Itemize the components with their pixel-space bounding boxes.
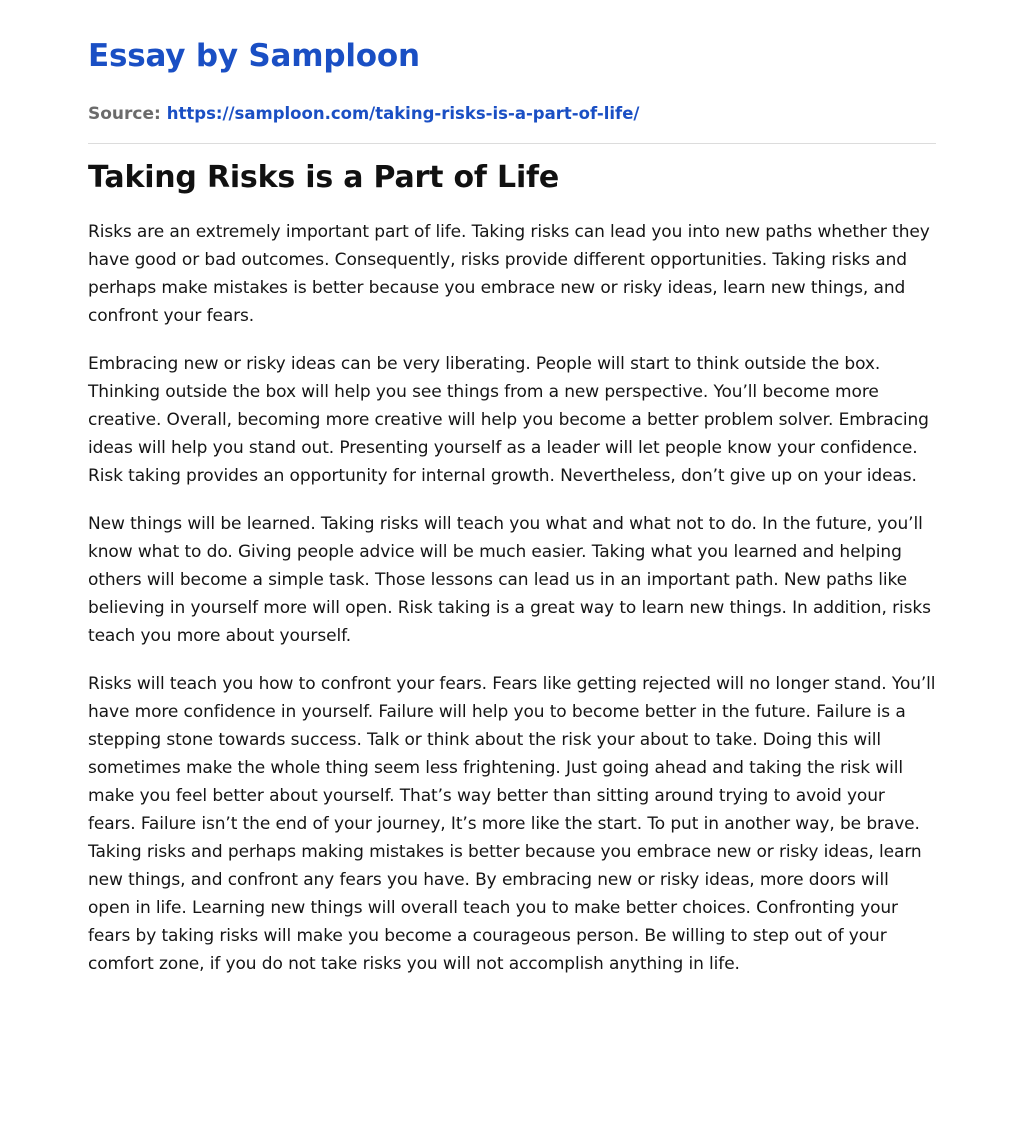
source-link[interactable]: https://samploon.com/taking-risks-is-a-part-of-life/ [166,104,640,123]
source-line [88,101,936,127]
essay-body [88,218,936,978]
header-divider [88,143,936,144]
paragraph: Risks are an extremely important part of life. Taking risks can lead you into new paths whether they have good or bad outcomes. Consequently, risks provide different opportunities. Taking risks and perhaps make mistakes is better because you embrace new or risky ideas, learn new things, and confront your fears. [88,222,930,326]
brand-title: Essay by Samploon [88,38,420,74]
source-label: Source: [88,104,161,124]
essay-page [88,0,936,978]
essay-title: Taking Risks is a Part of Life [88,160,560,195]
paragraph: Risks will teach you how to confront your fears. Fears like getting rejected will no longer stand. You’ll have more confidence in yourself. Failure will help you to become better in the future. Failure is a stepping stone towards success. Talk or think about the risk your about to take. Doing this will sometimes make the whole thing seem less frightening. Just going ahead and taking the risk will make you feel better about yourself. That’s way better than sitting around trying to avoid your fears. Failure isn’t the end of your journey, It’s more like the start. To put in another way, be brave. Taking risks and perhaps making mistakes is better because you embrace new or risky ideas, learn new things, and confront any fears you have. By embracing new or risky ideas, more doors will open in life. Learning new things will overall teach you to make better choices. Confronting your fears by taking risks will make you become a courageous person. Be willing to step out of your comfort zone, if you do not take risks you will not accomplish anything in life. [88,674,936,974]
paragraph: New things will be learned. Taking risks will teach you what and what not to do. In the future, you’ll know what to do. Giving people advice will be much easier. Taking what you learned and helping others will become a simple task. Those lessons can lead us in an important path. New paths like believing in yourself more will open. Risk taking is a great way to learn new things. In addition, risks teach you more about yourself. [88,514,931,646]
paragraph: Embracing new or risky ideas can be very liberating. People will start to think outside the box. Thinking outside the box will help you see things from a new perspective. You’ll become more creative. Overall, becoming more creative will help you become a better problem solver. Embracing ideas will help you stand out. Presenting yourself as a leader will let people know your confidence. Risk taking provides an opportunity for internal growth. Nevertheless, don’t give up on your ideas. [88,354,929,486]
